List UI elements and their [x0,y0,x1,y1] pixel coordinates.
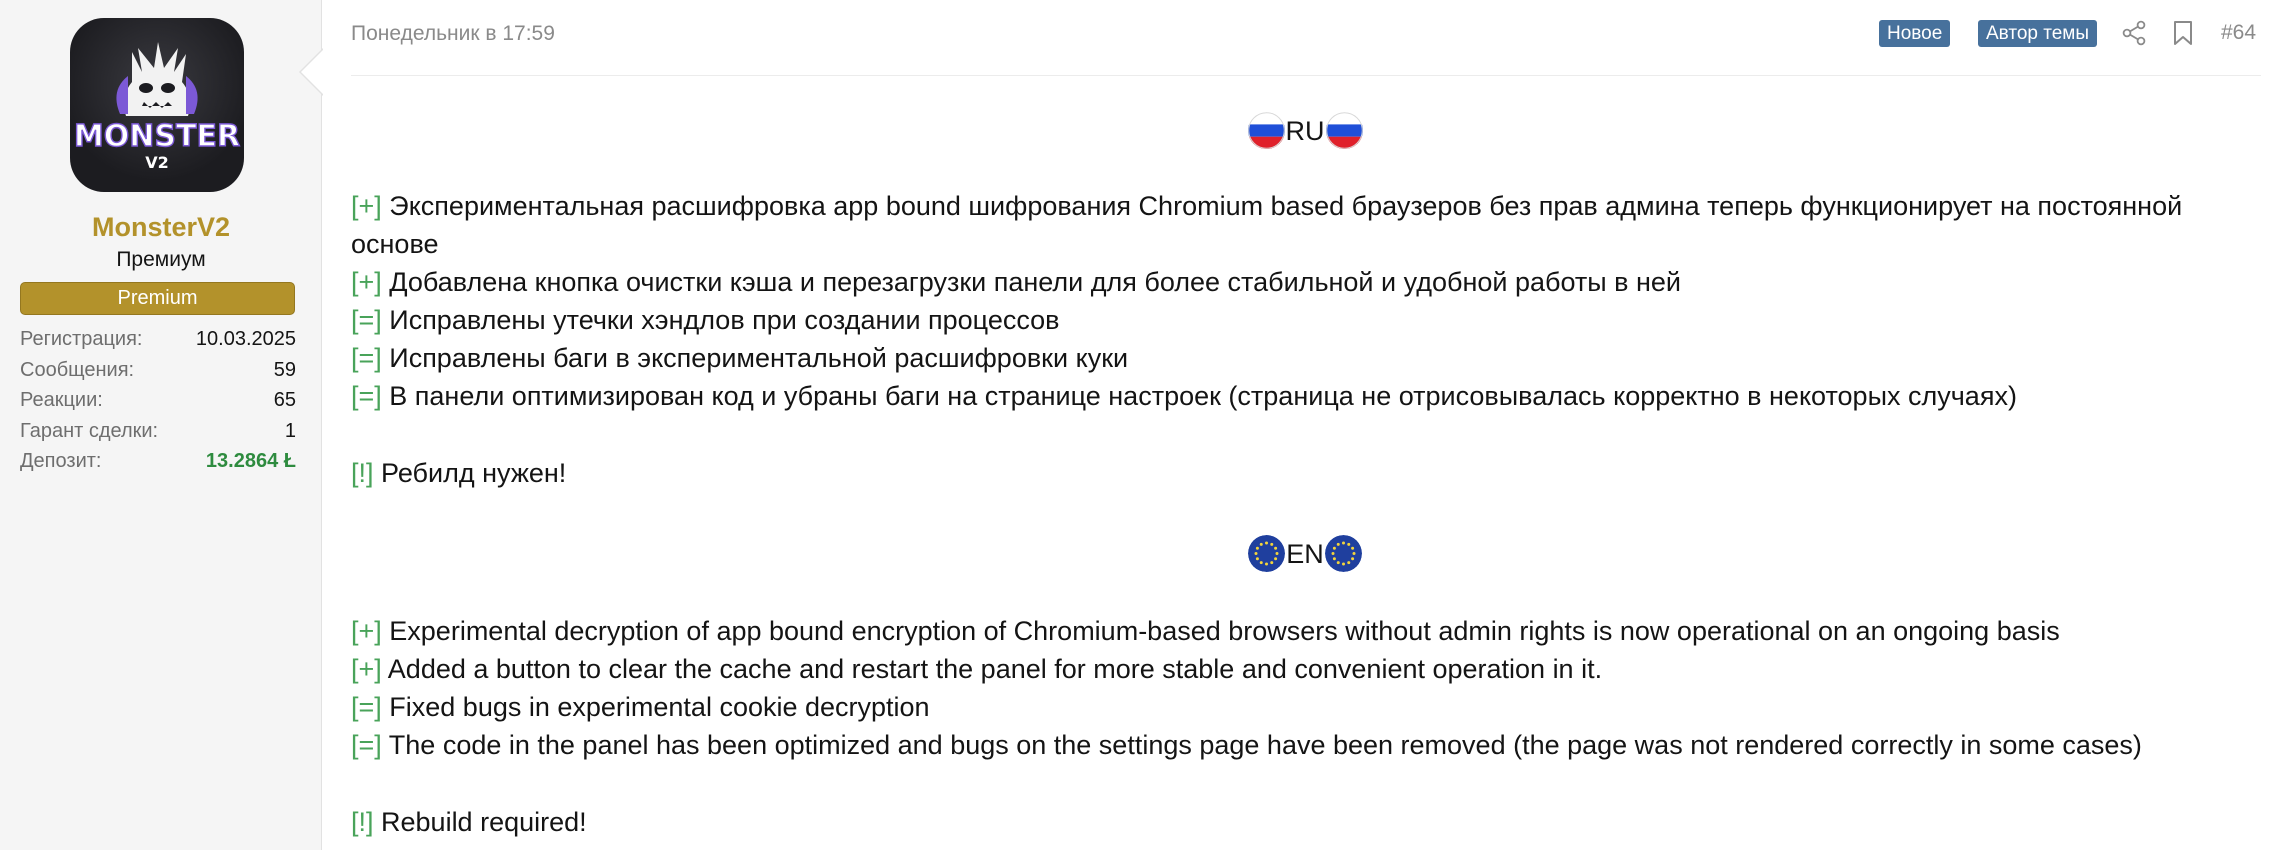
stat-value[interactable]: 59 [273,358,296,381]
avatar[interactable] [70,18,244,192]
change-text: Added a button to clear the cache and restart the panel for more stable and convenient operation in it. [381,654,1603,684]
stat-label: Регистрация: [20,328,143,350]
post-main [351,0,2272,850]
user-title: Премиум [116,248,206,271]
ru-change-line [351,187,2241,225]
change-text: Исправлены баги в экспериментальной расшифровки куки [381,343,1129,373]
en-change-line [351,650,2241,688]
russia-flag-icon [1326,112,1363,149]
share-icon[interactable] [2121,20,2147,46]
change-tag: [=] [351,305,382,335]
stat-label: Гарант сделки: [20,419,159,442]
ru-change-line [351,377,2241,415]
note-tag: [!] [351,458,374,488]
stat-deposit [20,446,296,477]
message-pointer-fill [301,49,324,95]
new-badge: Новое [1879,20,1950,47]
ru-heading [351,109,2259,149]
change-tag: [+] [351,267,382,297]
change-text: Fixed bugs in experimental cookie decryption [381,692,930,722]
en-label: EN [1286,538,1324,569]
change-tag: [=] [351,343,382,373]
stat-guarantee [20,416,296,447]
change-text: основе [351,229,439,259]
note-text: Rebuild required! [373,807,587,837]
post-number-link[interactable]: #64 [2221,21,2257,44]
stat-reactions [20,385,296,416]
monster-logo-icon [70,18,244,192]
stat-value: 10.03.2025 [195,328,296,350]
change-tag: [=] [351,730,382,760]
post-header [351,0,2261,76]
en-rebuild-note [351,803,2241,841]
ru-change-line [351,301,2241,339]
eu-flag-icon [1248,535,1285,572]
stat-value: 1 [284,419,296,442]
stat-messages [20,355,296,386]
en-heading [351,532,2259,572]
stat-label: Реакции: [20,389,103,411]
en-change-line [351,612,2241,650]
change-tag: [+] [351,191,382,221]
change-tag: [+] [351,654,382,684]
en-change-line [351,688,2241,726]
bookmark-icon[interactable] [2172,20,2194,46]
username[interactable]: MonsterV2 [91,212,231,242]
ru-change-line [351,263,2241,301]
ru-rebuild-note [351,454,2241,492]
svg-text:V2: V2 [145,153,169,172]
change-tag: [=] [351,692,382,722]
svg-text:MONSTER: MONSTER [73,119,241,154]
russia-flag-icon [1248,112,1285,149]
post-date[interactable]: Понедельник в 17:59 [351,22,555,45]
ru-change-line [351,225,2241,263]
change-text: Experimental decryption of app bound encryption of Chromium-based browsers without admin rights is now operational on an ongoing basis [381,616,2060,646]
change-text: В панели оптимизирован код и убраны баги на странице настроек (страница не отрисовывалась корректно в некоторых случаях) [381,381,2017,411]
note-text: Ребилд нужен! [373,458,567,488]
change-tag: [=] [351,381,382,411]
note-tag: [!] [351,807,374,837]
stat-value: 13.2864 Ł [205,450,296,472]
user-sidebar [0,0,322,850]
stat-label: Сообщения: [20,358,135,381]
change-text: The code in the panel has been optimized and bugs on the settings page have been removed (the page was not rendered correctly in some cases) [381,730,2142,760]
stat-value: 65 [273,389,296,411]
change-text: Исправлены утечки хэндлов при создании процессов [381,305,1060,335]
ru-change-line [351,339,2241,377]
user-stats [20,324,296,477]
change-text: Экспериментальная расшифровка app bound шифрования Chromium based браузеров без прав админа теперь функционирует на постоянной [381,191,2183,221]
stat-label: Депозит: [20,450,102,472]
change-tag: [+] [351,616,382,646]
author-badge: Автор темы [1978,20,2097,47]
change-text: Добавлена кнопка очистки кэша и перезагрузки панели для более стабильной и удобной работы в ней [381,267,1681,297]
ru-label: RU [1285,115,1325,146]
en-change-line [351,726,2241,764]
stat-registration [20,324,296,355]
premium-banner: Premium [20,282,295,315]
eu-flag-icon [1325,535,1362,572]
